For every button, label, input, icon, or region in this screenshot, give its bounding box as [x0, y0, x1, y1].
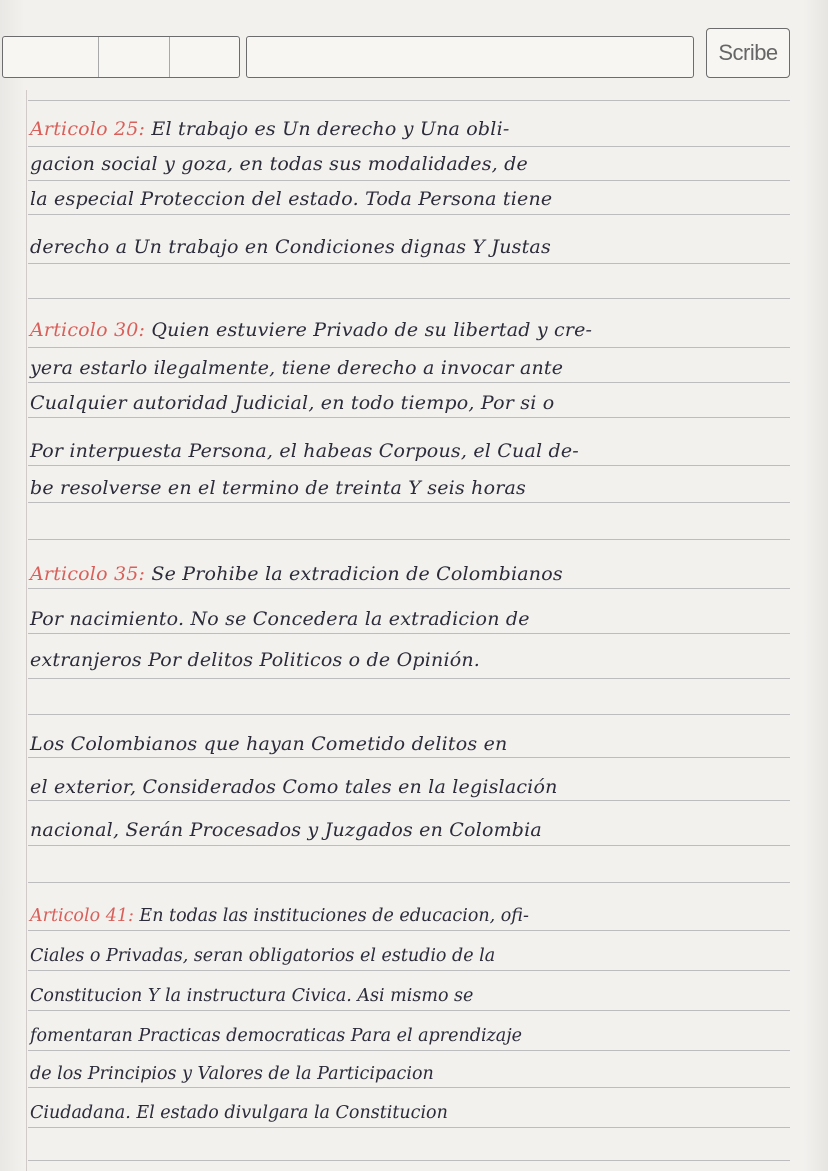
article-label: Articolo	[30, 319, 108, 341]
ruled-line	[28, 347, 790, 348]
text-line: derecho a Un trabajo en Condiciones dignas Y Justas	[30, 236, 551, 258]
text-line	[30, 318, 790, 342]
article-number: 25:	[113, 118, 146, 140]
text-line: Por interpuesta Persona, el habeas Corpous, el Cual de-	[30, 440, 579, 462]
ruled-line	[28, 845, 790, 846]
text-line: extranjeros Por delitos Politicos o de Opinión.	[30, 649, 481, 671]
text-line: Cualquier autoridad Judicial, en todo tiempo, Por si o	[30, 392, 555, 414]
ruled-line	[28, 539, 790, 540]
ruled-line	[28, 633, 790, 634]
text-line: Constitucion Y la instructura Civica. Asi mismo se	[30, 986, 474, 1006]
text-line	[30, 117, 790, 141]
brand-logo: Scribe	[706, 28, 790, 78]
text-line: Los Colombianos que hayan Cometido delitos en	[30, 733, 508, 755]
header-field-right	[246, 36, 694, 78]
ruled-line	[28, 678, 790, 679]
text-line: Ciudadana. El estado divulgara la Constitucion	[30, 1103, 448, 1123]
ruled-line	[28, 970, 790, 971]
text-line: yera estarlo ilegalmente, tiene derecho a invocar ante	[30, 357, 564, 379]
ruled-line	[28, 588, 790, 589]
text-line: la especial Proteccion del estado. Toda Persona tiene	[30, 188, 553, 210]
ruled-line	[28, 714, 790, 715]
margin-line	[26, 90, 27, 1171]
ruled-line	[28, 757, 790, 758]
text-line: be resolverse en el termino de treinta Y seis horas	[30, 477, 526, 499]
ruled-line	[28, 882, 790, 883]
article-number: 35:	[113, 563, 146, 585]
text-line: Ciales o Privadas, seran obligatorios el estudio de la	[30, 946, 496, 966]
line-text: Quien estuviere Privado de su libertad y cre-	[145, 319, 593, 341]
text-line: nacional, Serán Procesados y Juzgados en Colombia	[30, 819, 542, 841]
header-divider	[98, 37, 99, 77]
ruled-line	[28, 465, 790, 466]
line-text: El trabajo es Un derecho y Una obli-	[145, 118, 510, 140]
ruled-line	[28, 502, 790, 503]
ruled-line	[28, 1160, 790, 1161]
ruled-line	[28, 100, 790, 101]
ruled-line	[28, 1127, 790, 1128]
text-line: el exterior, Considerados Como tales en la legislación	[30, 776, 558, 798]
line-text: Se Prohibe la extradicion de Colombianos	[145, 563, 563, 585]
header-divider	[169, 37, 170, 77]
article-number: 41:	[105, 906, 134, 926]
article-number: 30:	[113, 319, 146, 341]
text-line: de los Principios y Valores de la Participacion	[30, 1064, 434, 1084]
header-field-left	[2, 36, 240, 78]
line-text: En todas las instituciones de educacion, ofi-	[133, 906, 529, 926]
ruled-line	[28, 382, 790, 383]
text-line: fomentaran Practicas democraticas Para el aprendizaje	[30, 1026, 522, 1046]
ruled-line	[28, 180, 790, 181]
ruled-line	[28, 214, 790, 215]
text-line	[30, 904, 790, 928]
ruled-line	[28, 930, 790, 931]
ruled-line	[28, 800, 790, 801]
ruled-line	[28, 417, 790, 418]
ruled-line	[28, 1087, 790, 1088]
text-line	[30, 562, 790, 586]
text-line: gacion social y goza, en todas sus modalidades, de	[30, 153, 528, 175]
article-label: Articolo	[30, 563, 108, 585]
article-label: Articolo	[30, 906, 101, 926]
ruled-line	[28, 263, 790, 264]
ruled-line	[28, 1010, 790, 1011]
text-line: Por nacimiento. No se Concedera la extradicion de	[30, 608, 530, 630]
ruled-line	[28, 146, 790, 147]
article-label: Articolo	[30, 118, 108, 140]
ruled-line	[28, 298, 790, 299]
ruled-line	[28, 1050, 790, 1051]
